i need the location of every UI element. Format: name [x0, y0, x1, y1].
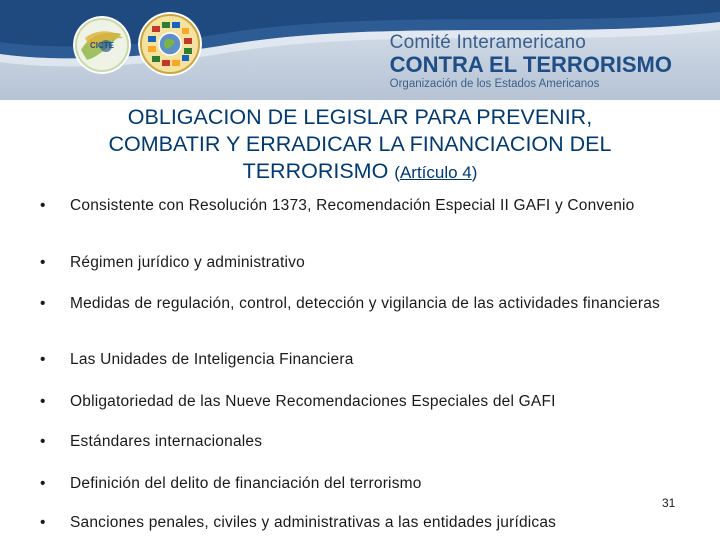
list-item-text: Consistente con Resolución 1373, Recomendación Especial II GAFI y Convenio: [70, 197, 635, 214]
list-item-text: Las Unidades de Inteligencia Financiera: [70, 351, 354, 368]
bullet-marker: •: [40, 393, 46, 410]
oas-seal-logo: [138, 12, 202, 76]
list-item-text: Estándares internacionales: [70, 433, 263, 450]
article-ref-close: ): [471, 163, 478, 182]
list-item-text: Sanciones penales, civiles y administrativas a las entidades jurídicas: [70, 514, 557, 531]
title-line1: OBLIGACION DE LEGISLAR PARA PREVENIR,: [127, 105, 593, 129]
title-line2: COMBATIR Y ERRADICAR LA FINANCIACION DEL: [108, 132, 612, 156]
list-item-text: Definición del delito de financiación del terrorismo: [70, 475, 422, 492]
bullet-marker: •: [40, 197, 46, 214]
header-banner: [0, 0, 720, 100]
slide-title: [40, 104, 680, 186]
organization-name-block: [390, 33, 672, 91]
bullet-marker: •: [40, 351, 46, 368]
org-name-line3: Organización de los Estados Americanos: [389, 78, 600, 90]
cicte-logo-text: CICTE: [90, 41, 114, 50]
bullet-marker: •: [40, 514, 46, 531]
title-line3-text: TERRORISMO: [242, 159, 389, 183]
list-item-text: Medidas de regulación, control, detección y vigilancia de las actividades financieras: [70, 295, 660, 312]
list-item-text: Obligatoriedad de las Nueve Recomendaciones Especiales del GAFI: [70, 393, 556, 410]
cicte-logo: [73, 16, 131, 74]
bullet-marker: •: [40, 475, 46, 492]
page-number: 31: [662, 496, 676, 510]
list-item-text: Régimen jurídico y administrativo: [70, 254, 305, 271]
org-name-line2: CONTRA EL TERRORISMO: [389, 52, 672, 77]
article-reference: [394, 163, 477, 182]
article-ref-open: (: [394, 163, 400, 182]
bullet-marker: •: [40, 433, 46, 450]
article-ref-link: Artículo 4: [399, 163, 472, 182]
bullet-marker: •: [40, 254, 46, 271]
title-line3: [40, 158, 680, 186]
bullet-marker: •: [40, 295, 46, 312]
org-name-line1: Comité Interamericano: [389, 32, 587, 53]
